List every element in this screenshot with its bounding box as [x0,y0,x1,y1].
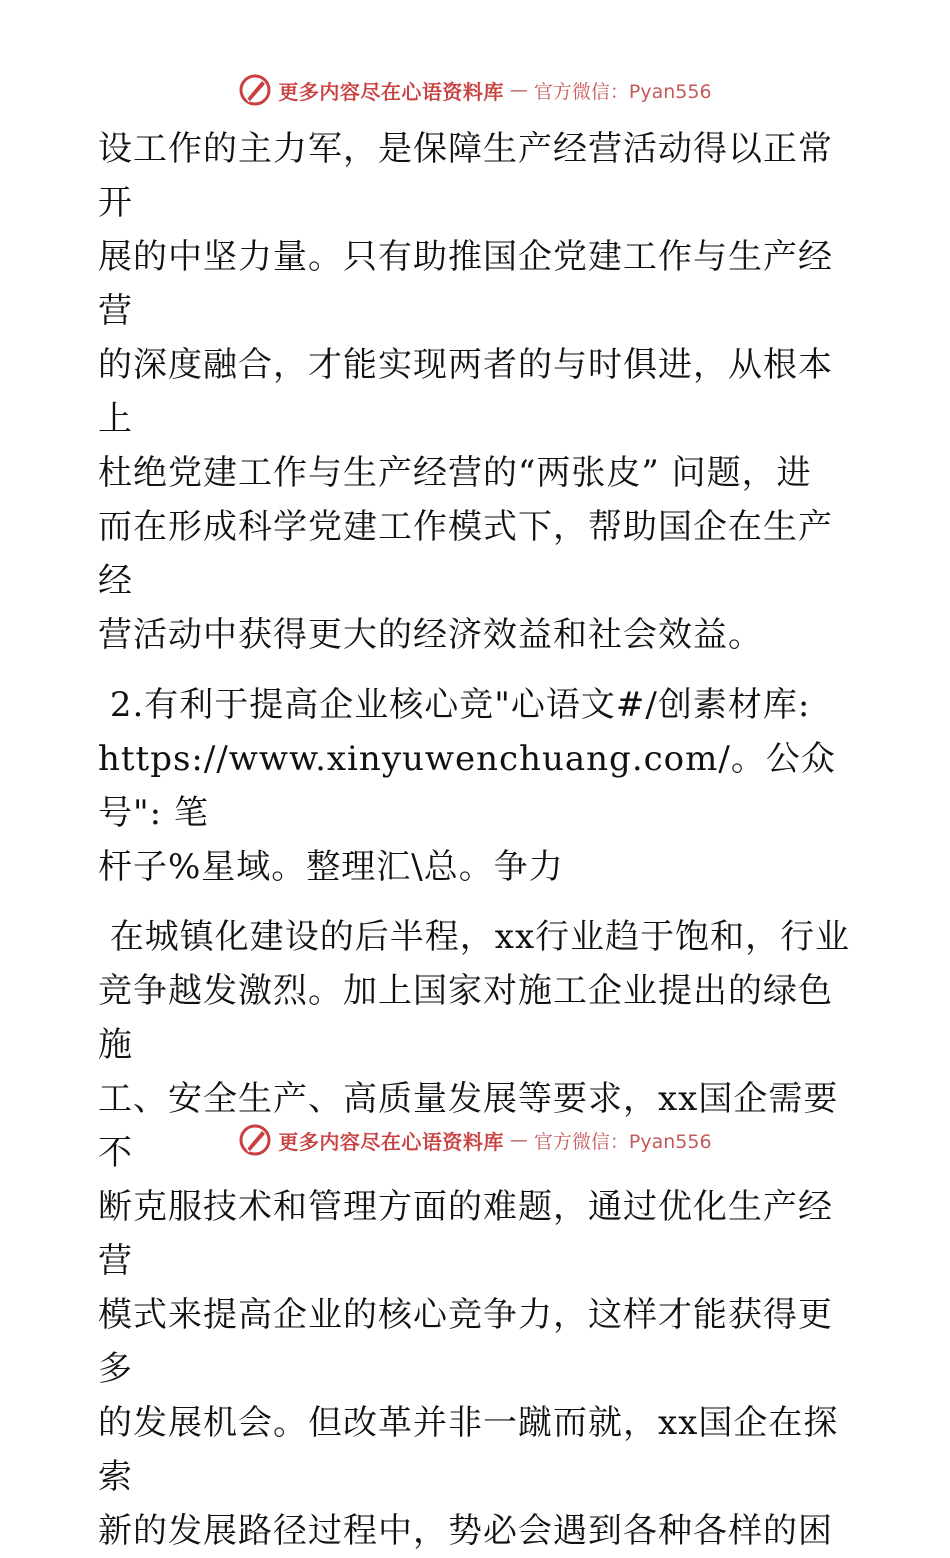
text-line: 断克服技术和管理方面的难题，通过优化生产经营 [98,1187,833,1281]
text-line: 模式来提高企业的核心竞争力，这样才能获得更多 [98,1295,833,1389]
footer-watermark [0,1120,950,1160]
quill-logo-icon [238,73,272,107]
document-body [98,122,858,1558]
header-watermark [0,70,950,110]
text-line: 新的发展路径过程中，势必会遇到各种各样的困 [98,1511,833,1551]
paragraph-1 [98,122,858,662]
watermark-dash: — [509,1129,528,1151]
paragraph-2 [98,678,858,894]
text-line: 而在形成科学党建工作模式下，帮助国企在生产经 [98,507,833,601]
text-line: 竞争越发激烈。加上国家对施工企业提出的绿色施 [98,971,833,1065]
text-line: 工、安全生产、高质量发展等要求，xx国企需要不 [98,1079,839,1173]
paragraph-3 [98,910,858,1558]
text-line: 杆子%星域。整理汇\总。争力 [98,847,564,887]
text-line: https://www.xinyuwenchuang.com/。公众号": 笔 [98,739,836,833]
text-line: 杜绝党建工作与生产经营的“两张皮” 问题，进 [98,453,812,493]
quill-logo-icon [238,1123,272,1157]
text-line: 的深度融合，才能实现两者的与时俱进，从根本上 [98,345,833,439]
watermark-main-text: 更多内容尽在心语资料库 [278,79,504,104]
text-line: 营活动中获得更大的经济效益和社会效益。 [98,615,763,655]
paragraph-gap [98,894,858,910]
watermark-dash: — [509,79,528,101]
text-line: 在城镇化建设的后半程，xx行业趋于饱和，行业 [98,917,851,957]
watermark-wechat-text: 官方微信：Pyan556 [533,80,712,103]
paragraph-gap [98,662,858,678]
text-line: 的发展机会。但改革并非一蹴而就，xx国企在探索 [98,1403,839,1497]
text-line: 展的中坚力量。只有助推国企党建工作与生产经营 [98,237,833,331]
watermark-wechat-text: 官方微信：Pyan556 [533,1130,712,1153]
text-line: 设工作的主力军，是保障生产经营活动得以正常开 [98,129,833,223]
text-line: 2.有利于提高企业核心竞"心语文#/创素材库: [98,685,811,725]
watermark-main-text: 更多内容尽在心语资料库 [278,1129,504,1154]
